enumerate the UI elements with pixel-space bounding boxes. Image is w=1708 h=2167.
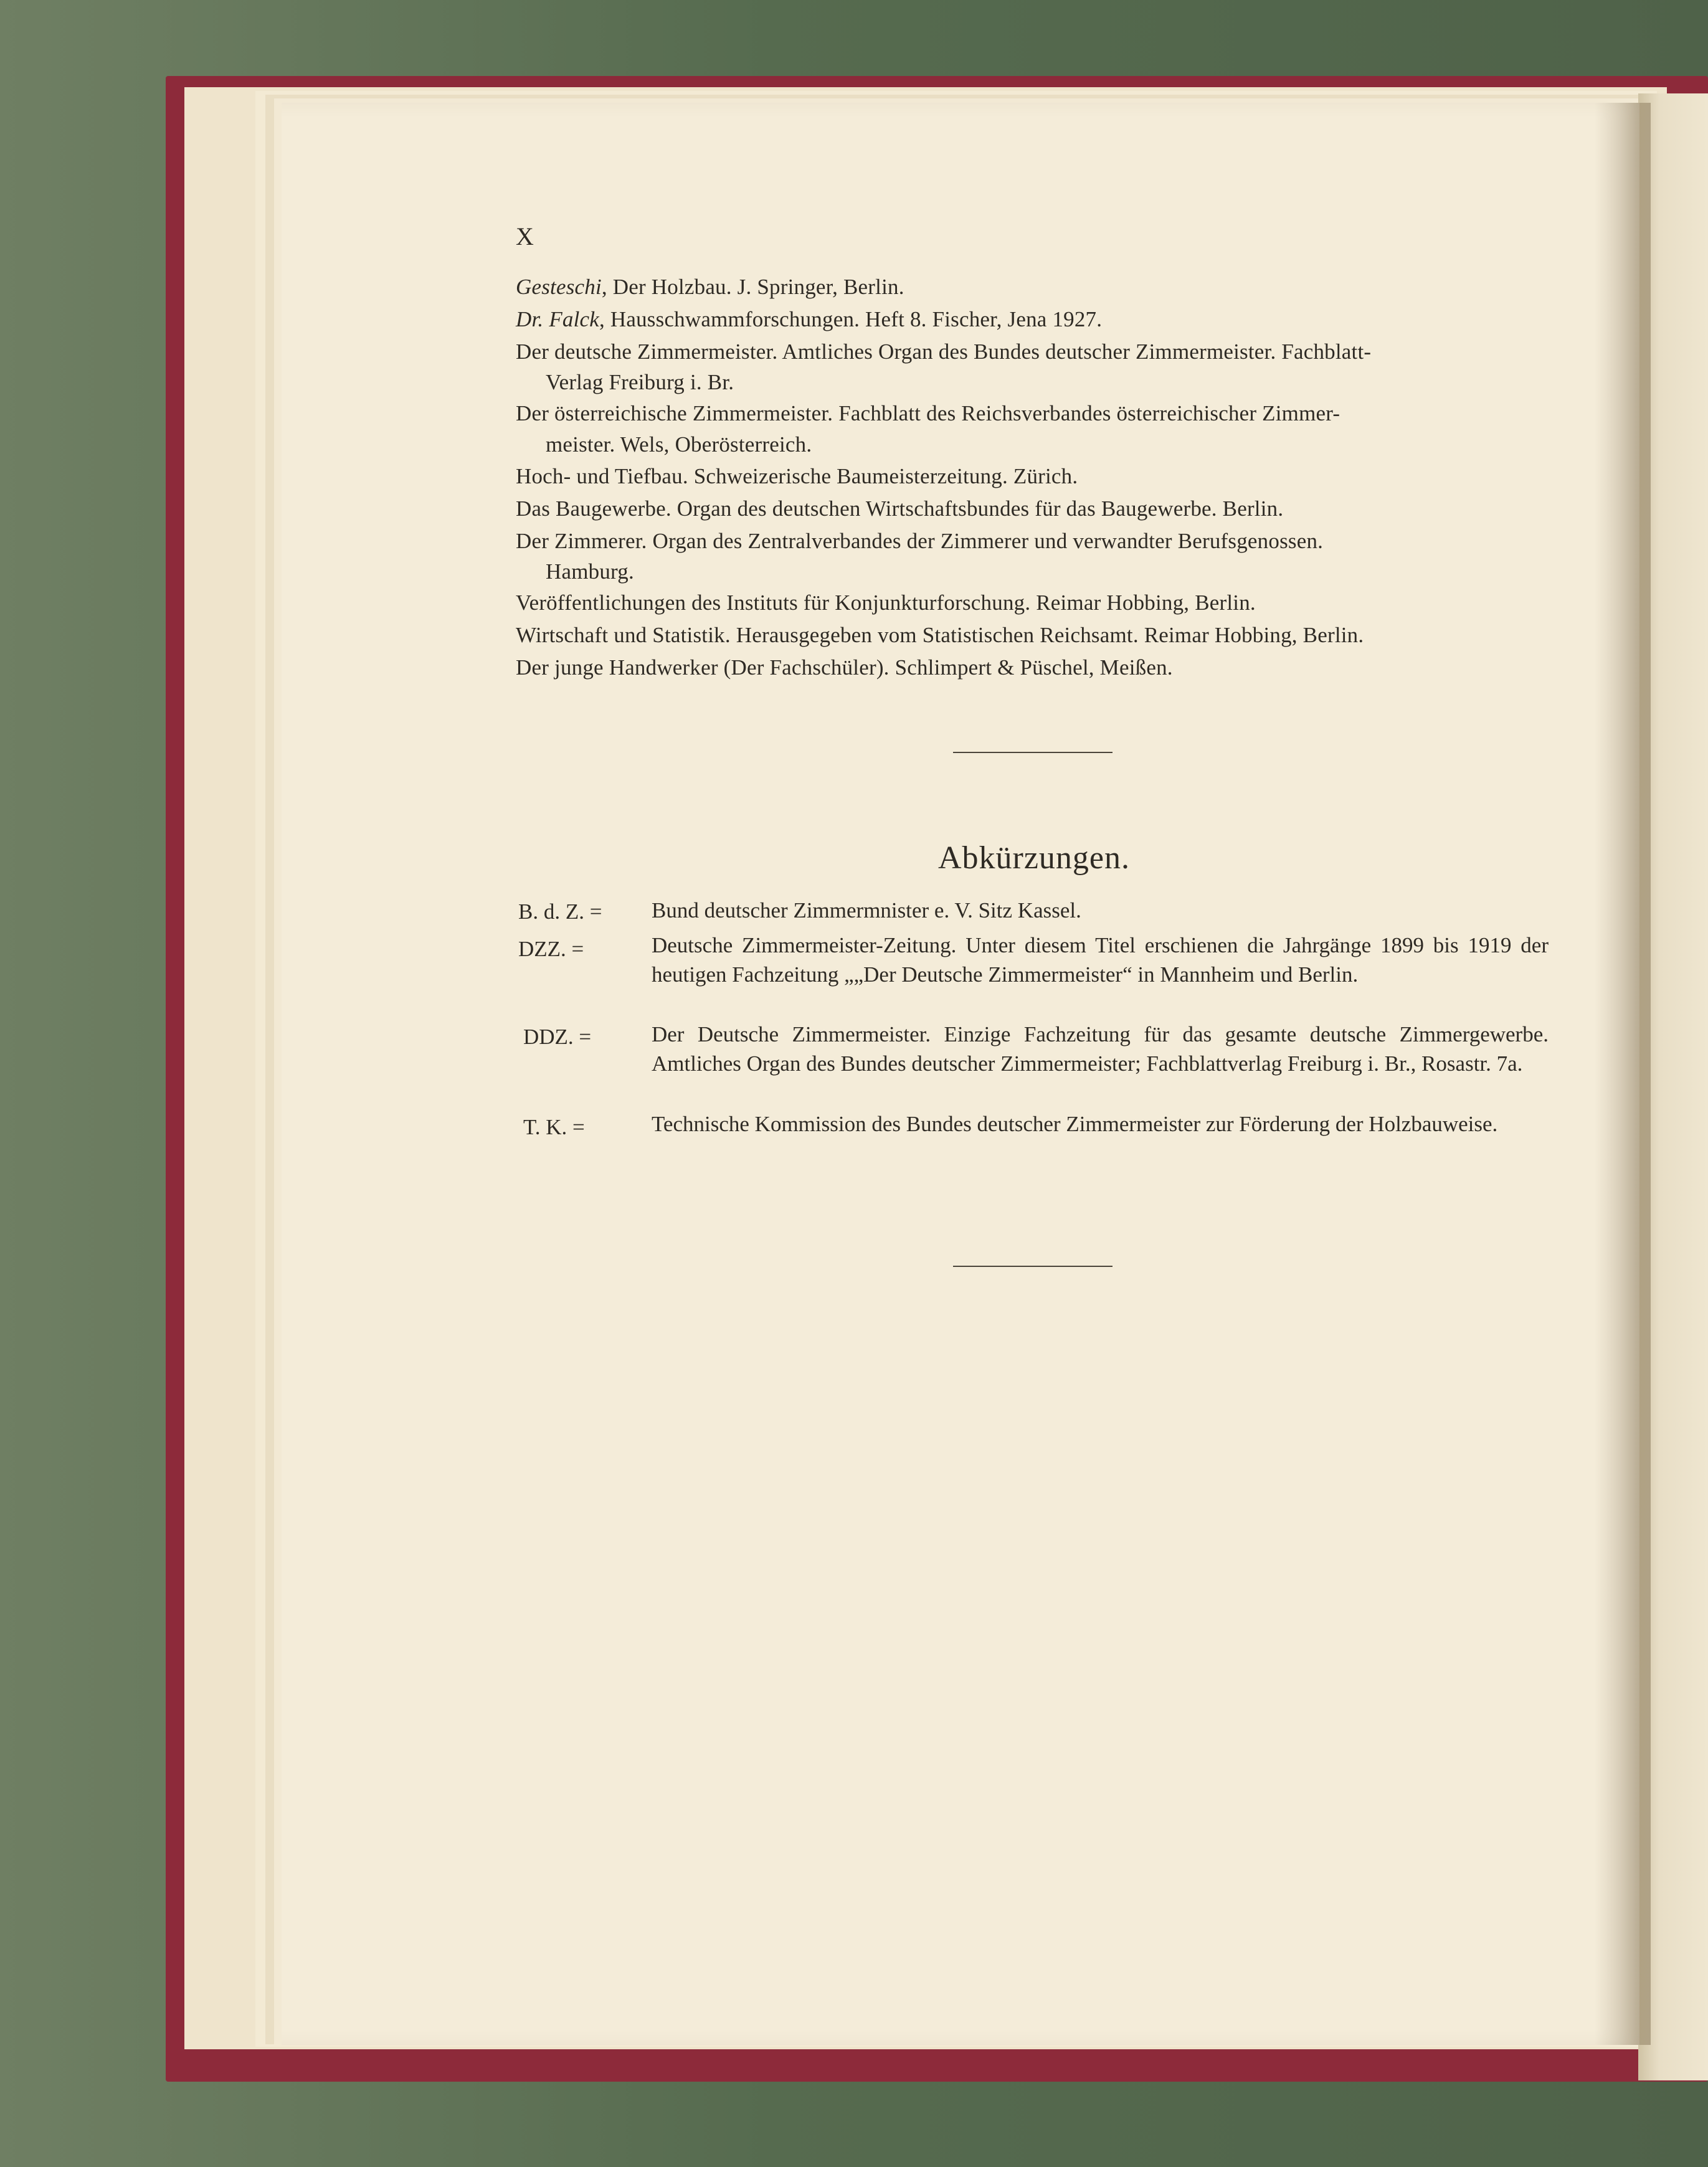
reference-entry-line: Wirtschaft und Statistik. Herausgegeben vom Statistischen Reichsamt. Reimar Hobbing, Berlin. xyxy=(516,623,1364,647)
abbreviation-term: T. K. = xyxy=(523,1115,585,1139)
reference-entry-line: Der Zimmerer. Organ des Zentralverbandes der Zimmerer und verwandter Berufsgenossen. xyxy=(516,529,1324,553)
page-gutter-shadow xyxy=(1595,103,1651,2045)
abbreviation-term: B. d. Z. = xyxy=(518,899,602,924)
reference-text: , Hausschwammforschungen. Heft 8. Fischer, Jena 1927. xyxy=(599,307,1103,331)
reference-entry xyxy=(516,275,904,300)
reference-entry-line: Das Baugewerbe. Organ des deutschen Wirtschaftsbundes für das Baugewerbe. Berlin. xyxy=(516,496,1284,521)
reference-entry-continuation: Hamburg. xyxy=(546,559,634,584)
reference-entry-line: Der deutsche Zimmermeister. Amtliches Organ des Bundes deutscher Zimmermeister. Fachblatt- xyxy=(516,339,1372,364)
reference-entry-line: Der österreichische Zimmermeister. Fachblatt des Reichsverbandes österreichischer Zimmer- xyxy=(516,401,1340,425)
reference-entry-continuation: Verlag Freiburg i. Br. xyxy=(546,370,734,394)
page-number: X xyxy=(516,222,534,250)
reference-author: Dr. Falck xyxy=(516,307,599,331)
reference-entry-line: Veröffentlichungen des Instituts für Konjunkturforschung. Reimar Hobbing, Berlin. xyxy=(516,590,1256,615)
abbreviation-definition: Technische Kommission des Bundes deutscher Zimmermeister zur Förderung der Holzbauweise. xyxy=(652,1112,1498,1136)
reference-text: , Der Holzbau. J. Springer, Berlin. xyxy=(601,275,904,299)
reference-entry-line: Hoch- und Tiefbau. Schweizerische Baumeisterzeitung. Zürich. xyxy=(516,464,1078,488)
reference-author: Gesteschi xyxy=(516,275,602,299)
reference-entry-continuation: meister. Wels, Oberösterreich. xyxy=(546,432,812,457)
abbreviations-heading: Abkürzungen. xyxy=(937,840,1131,876)
section-divider xyxy=(953,752,1113,753)
abbreviation-definition: Der Deutsche Zimmermeister. Einzige Fachzeitung für das gesamte deutsche Zimmergewerbe. Amtliches Organ des Bundes deutscher Zimmermeister; Fachblattverlag Freiburg i. Br., Rosastr. 7a. xyxy=(652,1022,1549,1076)
abbreviation-definition: Deutsche Zimmermeister-Zeitung. Unter diesem Titel erschienen die Jahrgänge 1899 bis 1919 der heutigen Fachzeitung „„Der Deutsche Zimmermeister“ in Mannheim und Berlin. xyxy=(652,933,1549,987)
abbreviation-definition: Bund deutscher Zimmermnister e. V. Sitz Kassel. xyxy=(652,898,1081,922)
abbreviation-term: DZZ. = xyxy=(518,937,584,961)
section-divider xyxy=(953,1266,1113,1267)
abbreviation-term: DDZ. = xyxy=(523,1025,592,1049)
reference-entry-line: Der junge Handwerker (Der Fachschüler). Schlimpert & Püschel, Meißen. xyxy=(516,655,1173,680)
reference-entry xyxy=(516,307,1102,332)
